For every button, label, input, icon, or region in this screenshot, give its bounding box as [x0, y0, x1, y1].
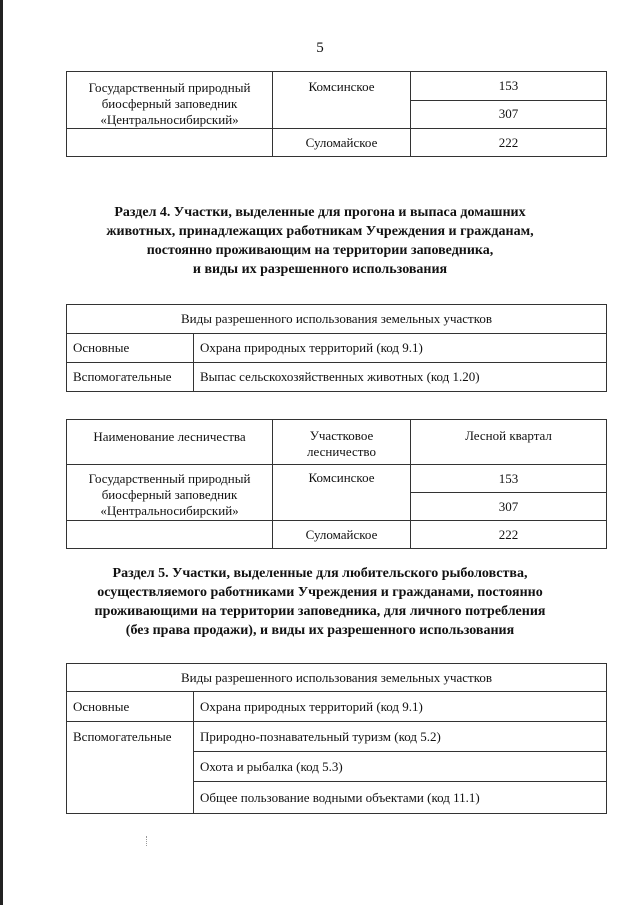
forestry-name-line: биосферный заповедник: [101, 487, 238, 502]
section4-uses-table: [66, 304, 607, 392]
forestry-name-line: «Центральносибирский»: [100, 112, 239, 127]
forestry-name-cell: [67, 465, 273, 521]
use-cell: Общее пользование водными объектами (код 11.1): [194, 782, 607, 814]
section4-title: [60, 203, 580, 279]
forestry-name-cell: [67, 72, 273, 129]
forestry-empty-cell: [67, 129, 273, 157]
section5-uses-table: [66, 663, 607, 814]
section4-title-line: Раздел 4. Участки, выделенные для прогона и выпаса домашних: [114, 205, 526, 220]
district-cell: Суломайское: [273, 129, 411, 157]
quarter-cell: 307: [411, 493, 607, 521]
section4-title-line: и виды их разрешенного использования: [192, 262, 448, 277]
quarter-cell: 222: [411, 521, 607, 549]
category-cell: Основные: [67, 334, 194, 363]
section5-title-line: (без права продажи), и виды их разрешенного использования: [125, 623, 515, 638]
quarter-cell: 307: [411, 100, 607, 129]
section4-forestry-table: [66, 419, 607, 549]
section4-title-line: животных, принадлежащих работникам Учреждения и гражданам,: [106, 224, 534, 239]
use-cell: Охрана природных территорий (код 9.1): [194, 334, 607, 363]
category-cell: Основные: [67, 692, 194, 722]
forestry-table-continued: [66, 71, 607, 157]
scan-speck: [146, 836, 149, 846]
section5-title-line: осуществляемого работниками Учреждения и гражданами, постоянно: [97, 585, 543, 600]
uses-header: Виды разрешенного использования земельных участков: [67, 664, 607, 692]
use-cell: Охота и рыбалка (код 5.3): [194, 752, 607, 782]
category-cell: Вспомогательные: [67, 722, 194, 814]
page-number: 5: [316, 40, 324, 56]
quarter-cell: 153: [411, 72, 607, 101]
forestry-name-line: биосферный заповедник: [101, 96, 238, 111]
category-cell: Вспомогательные: [67, 363, 194, 392]
use-cell: Охрана природных территорий (код 9.1): [194, 692, 607, 722]
section5-title-line: Раздел 5. Участки, выделенные для любительского рыболовства,: [112, 566, 528, 581]
district-cell: Комсинское: [273, 465, 411, 521]
header-district: [273, 420, 411, 465]
use-cell: Природно-познавательный туризм (код 5.2): [194, 722, 607, 752]
section4-title-line: постоянно проживающим на территории заповедника,: [146, 243, 494, 258]
page-edge: [0, 0, 3, 905]
header-district-line: Участковое: [309, 428, 374, 443]
section5-title-line: проживающими на территории заповедника, для личного потребления: [94, 604, 546, 619]
district-cell: Комсинское: [273, 72, 411, 129]
forestry-name-line: Государственный природный: [88, 471, 251, 486]
district-cell: Суломайское: [273, 521, 411, 549]
section5-title: [60, 564, 580, 640]
forestry-empty-cell: [67, 521, 273, 549]
forestry-name-line: Государственный природный: [88, 80, 251, 95]
uses-header: Виды разрешенного использования земельных участков: [67, 305, 607, 334]
header-forestry: Наименование лесничества: [67, 420, 273, 465]
header-quarter: Лесной квартал: [411, 420, 607, 465]
header-district-line: лесничество: [307, 444, 376, 459]
forestry-name-line: «Центральносибирский»: [100, 503, 239, 518]
quarter-cell: 153: [411, 465, 607, 493]
use-cell: Выпас сельскохозяйственных животных (код 1.20): [194, 363, 607, 392]
quarter-cell: 222: [411, 129, 607, 157]
